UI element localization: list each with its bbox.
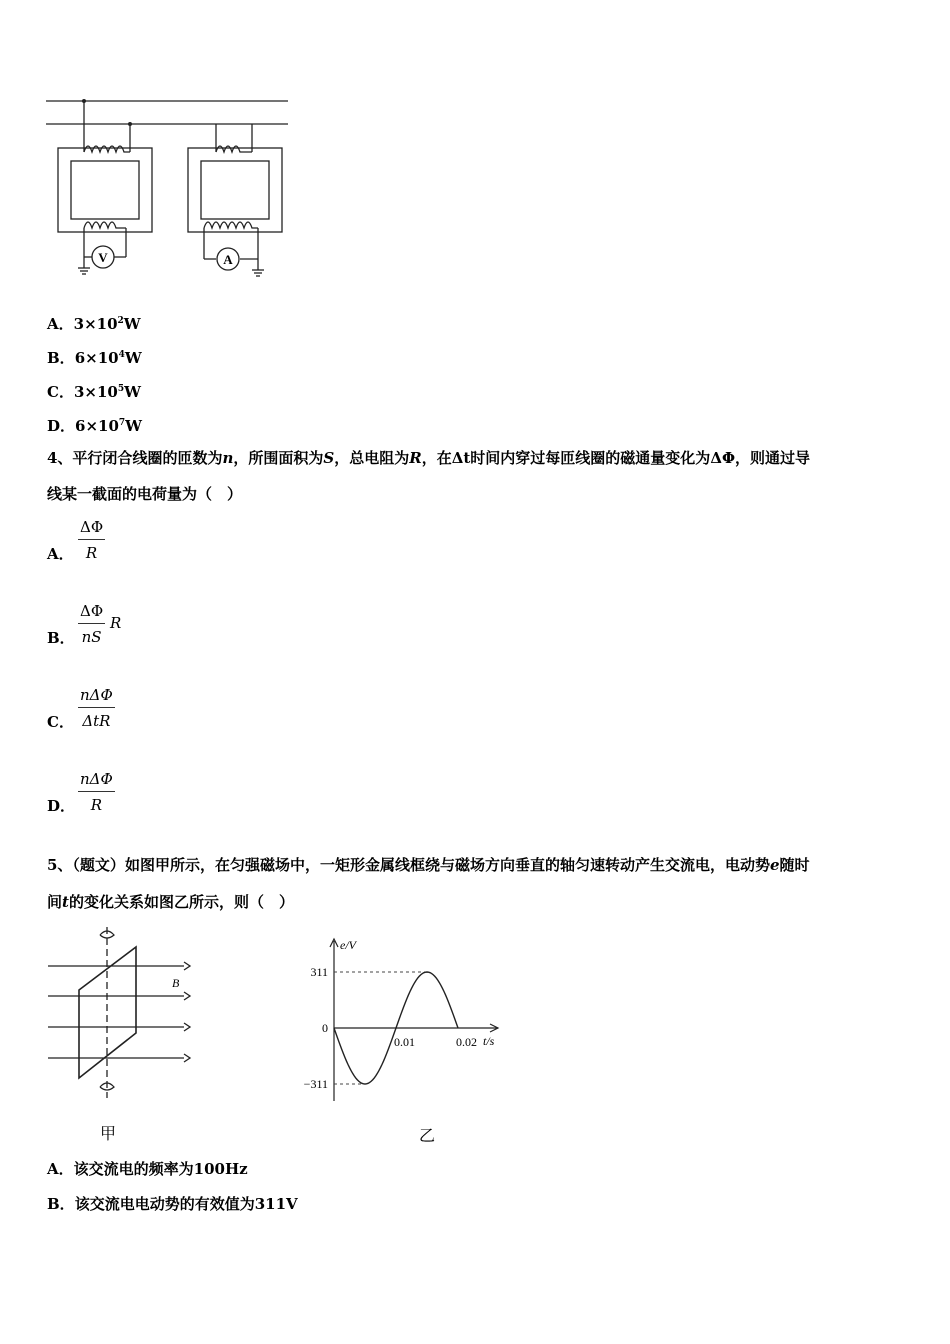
- option-label: D．: [47, 417, 76, 435]
- option-value: 3×10: [73, 383, 118, 401]
- option-label: C．: [47, 383, 74, 401]
- option-label: B．: [47, 349, 75, 367]
- text: ，在: [421, 449, 452, 467]
- option-label: A．: [47, 1160, 74, 1178]
- text: 4、平行闭合线圈的匝数为: [47, 449, 223, 467]
- q4-option-a-fraction[interactable]: [78, 518, 105, 562]
- denominator: nS: [81, 628, 102, 646]
- q3-option-a[interactable]: [47, 311, 141, 334]
- q4-option-b-suffix: R: [110, 614, 122, 632]
- text: 的变化关系如图乙所示，则（ ）: [68, 893, 294, 911]
- q4-option-c-label[interactable]: C．: [47, 713, 74, 731]
- q4-stem-line1: [47, 448, 810, 468]
- text: 时间内穿过每匝线圈的磁通量变化为: [470, 449, 711, 467]
- q5-stem-line1: [47, 855, 810, 875]
- x-tick-label: 0.02: [456, 1035, 477, 1049]
- option-label: A．: [47, 315, 74, 333]
- figure-jia-caption: 甲: [100, 1124, 117, 1143]
- q5-stem: [47, 855, 907, 915]
- option-unit: W: [124, 383, 141, 401]
- text: ，所围面积为: [233, 449, 324, 467]
- q4-stem-line2: 线某一截面的电荷量为（ ）: [47, 485, 243, 503]
- option-value: 6×10: [74, 349, 119, 367]
- q3-option-c[interactable]: [47, 379, 141, 402]
- option-value: 3×10: [73, 315, 118, 333]
- q5-option-a[interactable]: [47, 1159, 248, 1179]
- numerator: nΔΦ: [78, 686, 115, 708]
- q4-option-d-fraction[interactable]: [78, 770, 115, 814]
- denominator: ΔtR: [82, 712, 111, 730]
- numerator: nΔΦ: [78, 770, 115, 792]
- option-exponent: 7: [118, 418, 126, 428]
- var-r: R: [409, 449, 422, 467]
- option-exponent: 5: [117, 384, 125, 394]
- y-axis-label-text: e/V: [340, 938, 356, 952]
- text: 随时: [779, 856, 810, 874]
- option-text: 该交流电电动势的有效值为311V: [74, 1195, 298, 1213]
- q4-option-b-label[interactable]: B．: [47, 629, 75, 647]
- q4-option-b-fraction[interactable]: [78, 602, 105, 646]
- figure-yi-caption: 乙: [419, 1126, 436, 1145]
- voltmeter-label: V: [98, 250, 108, 265]
- denominator: R: [90, 796, 103, 814]
- numerator: ΔΦ: [78, 602, 105, 624]
- x-axis-label: t/s: [483, 1034, 495, 1048]
- var-e: e: [769, 856, 780, 874]
- q3-option-d[interactable]: [47, 413, 142, 436]
- q3-option-b[interactable]: [47, 345, 142, 368]
- option-exponent: 2: [117, 316, 124, 326]
- text: 5、（题文）如图甲所示，在匀强磁场中，一矩形金属线框绕与磁场方向垂直的轴匀速转动产生交流电，电动势: [47, 856, 770, 874]
- q5-option-b[interactable]: [47, 1194, 298, 1214]
- y-axis-label: [340, 938, 358, 952]
- y-tick-label: −311: [303, 1077, 328, 1091]
- option-label: B．: [47, 1195, 75, 1213]
- text: ，则通过导: [735, 449, 811, 467]
- field-label: B: [172, 976, 180, 990]
- y-tick-label: 311: [310, 965, 328, 979]
- q4-stem: [47, 448, 907, 508]
- text: ，总电阻为: [334, 449, 410, 467]
- option-unit: W: [124, 349, 142, 367]
- q4-option-a-label[interactable]: A．: [47, 545, 74, 563]
- q4-option-c-fraction[interactable]: [78, 686, 115, 730]
- denominator: R: [85, 544, 98, 562]
- rotating-coil-figure: [44, 925, 204, 1100]
- option-text: 该交流电的频率为100Hz: [73, 1160, 248, 1178]
- var-n: n: [222, 449, 234, 467]
- q5-stem-line2: [47, 892, 294, 912]
- option-exponent: 4: [118, 350, 125, 360]
- numerator: ΔΦ: [78, 518, 105, 540]
- emf-time-chart: [300, 935, 510, 1105]
- var-t: t: [62, 893, 69, 911]
- transformer-circuit-figure: [40, 92, 300, 287]
- option-unit: W: [123, 315, 141, 333]
- var-s: S: [323, 449, 335, 467]
- y-tick-label: 0: [322, 1021, 328, 1035]
- q4-option-d-label[interactable]: D．: [47, 797, 76, 815]
- option-unit: W: [125, 417, 143, 435]
- var-delta-phi: ΔΦ: [710, 449, 736, 467]
- var-delta-t: Δt: [451, 449, 471, 467]
- ammeter-label: A: [223, 252, 233, 267]
- option-value: 6×10: [75, 417, 119, 435]
- text: 间: [47, 893, 63, 911]
- x-tick-label: 0.01: [394, 1035, 415, 1049]
